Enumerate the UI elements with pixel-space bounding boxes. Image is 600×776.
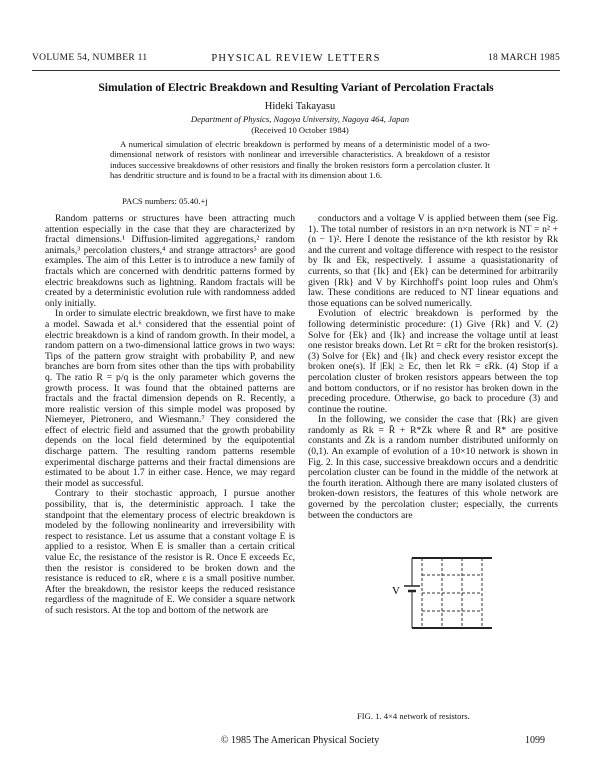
copyright-line: © 1985 The American Physical Society [220, 735, 380, 746]
right-column [308, 214, 558, 534]
resistor-network-figure [382, 552, 502, 634]
left-column [45, 214, 295, 754]
journal-name: PHYSICAL REVIEW LETTERS [211, 53, 381, 64]
paragraph: In order to simulate electric breakdown, we first have to make a model. Sawada et al.⁶ considered that the essential point of electric breakdown is a kind of random growth. In their model, a random pattern on a two-dimensional lattice grows in two ways: Tips of the pattern grow straight with probability P, and new branches are born from sites other than the tips with probability q. The ratio R = p/q is the only parameter which governs the growth process. It was found that the obtained patterns are fractals and the fractal dimension depends on R. Recently, a more realistic version of this simple model was proposed by Niemeyer, Pietronero, and Wiesmann.⁷ They considered the effect of electric field and assumed that the growth probability depends on the local field determined by the equipotential discharge pattern. The resulting random patterns resemble experimental discharge patterns and their fractal dimensions are estimated to be about 1.7 in either case. Hence, we may regard their model as successful. [45, 308, 295, 489]
paragraph: Random patterns or structures have been attracting much attention especially in the case that they are characterized by fractal dimensions.¹ Diffusion-limited aggregations,² random animals,³ percolation clusters,⁴ and strange attractors⁵ are good examples. The aim of this Letter is to introduce a new family of fractals which are concerned with dendritic patterns formed by electric breakdowns such as lightning. Random fractals will be created by a deterministic evolution rule with randomness added only initially. [45, 213, 295, 309]
horizontal-resistors [422, 575, 482, 611]
running-header [32, 53, 560, 67]
paragraph: Contrary to their stochastic approach, I pursue another possibility, that is, the deterministic approach. I take the standpoint that the elementary process of electric breakdown is modeled by the following nonlinearity and irreversibility with respect to resistance. Let us assume that a constant voltage E is applied to a resistor. When E is smaller than a certain critical value Ec, the resistance of the resistor is R. Once E exceeds Ec, then the resistor is considered to be broken down and the resistance is reduced to εR, where ε is a small positive number. After the breakdown, the resistor keeps the reduced resistance regardless of the magnitude of E. We consider a square network of such resistors. At the top and bottom of the network are [45, 488, 295, 616]
volume-info: VOLUME 54, NUMBER 11 [32, 53, 148, 63]
figure-caption: FIG. 1. 4×4 network of resistors. [357, 711, 470, 721]
header-rule [32, 70, 560, 71]
paragraph: Evolution of electric breakdown is performed by the following deterministic procedure: (1) Give {Rk} and V. (2) Solve for {Ek} and {Ik} and increase the voltage until at least one resistor breaks down. Let Rt = εRt for the broken resistor(s). (3) Solve for {Ek} and {Ik} and check every resistor except the broken one(s). If |Ek| ≥ Ec, then let Rk = εRk. (4) Stop if a percolation cluster of broken resistors appears between the top and bottom conductors, or if no resistor has broken down in the preceding procedure. Otherwise, go back to procedure (3) and continue the routine. [308, 308, 558, 415]
paragraph: conductors and a voltage V is applied between them (see Fig. 1). The total number of resistors in an n×n network is NT = n² + (n − 1)². Here I denote the resistance of the kth resistor by Rk and the current and voltage difference with respect to the resistor by Ik and Ek, respectively. I assume a quasistationarity of currents, so that {Ik} and {Ek} can be determined for arbitrarily given {Rk} and V by Kirchhoff's point loop rules and Ohm's law. These conditions are reduced to NT linear equations and those equations can be solved numerically. [308, 213, 558, 309]
received-date: (Received 10 October 1984) [251, 125, 349, 135]
pacs-numbers: PACS numbers: 05.40.+j [122, 196, 208, 206]
article-title: Simulation of Electric Breakdown and Resulting Variant of Percolation Fractals [98, 81, 494, 94]
paragraph: In the following, we consider the case that {Rk} are given randomly as Rk = R̄ + R*Zk where R̄ and R* are positive constants and Zk is a random number distributed uniformly on (0,1). An example of evolution of a 10×10 network is shown in Fig. 2. In this case, successive breakdown occurs and a dendritic percolation cluster can be found in the middle of the network at the fourth iteration. Although there are many isolated clusters of broken-down resistors, the features of this whole network are governed by the percolation cluster; especially, the currents between the conductors are [308, 414, 558, 521]
voltage-label: V [392, 585, 400, 597]
abstract: A numerical simulation of electric breakdown is performed by means of a deterministic model of a two-dimensional network of resistors with nonlinear and irreversible characteristics. A breakdown of a resistor induces successive breakdowns of other resistors and finally the broken resistors form a percolation cluster. It has dendritic structure and is found to be a fractal with its dimension about 1.6. [110, 139, 490, 181]
issue-date: 18 MARCH 1985 [488, 53, 560, 63]
affiliation: Department of Physics, Nagoya University, Nagoya 464, Japan [190, 114, 410, 124]
author: Hideki Takayasu [264, 101, 336, 112]
page-number: 1099 [525, 735, 545, 746]
